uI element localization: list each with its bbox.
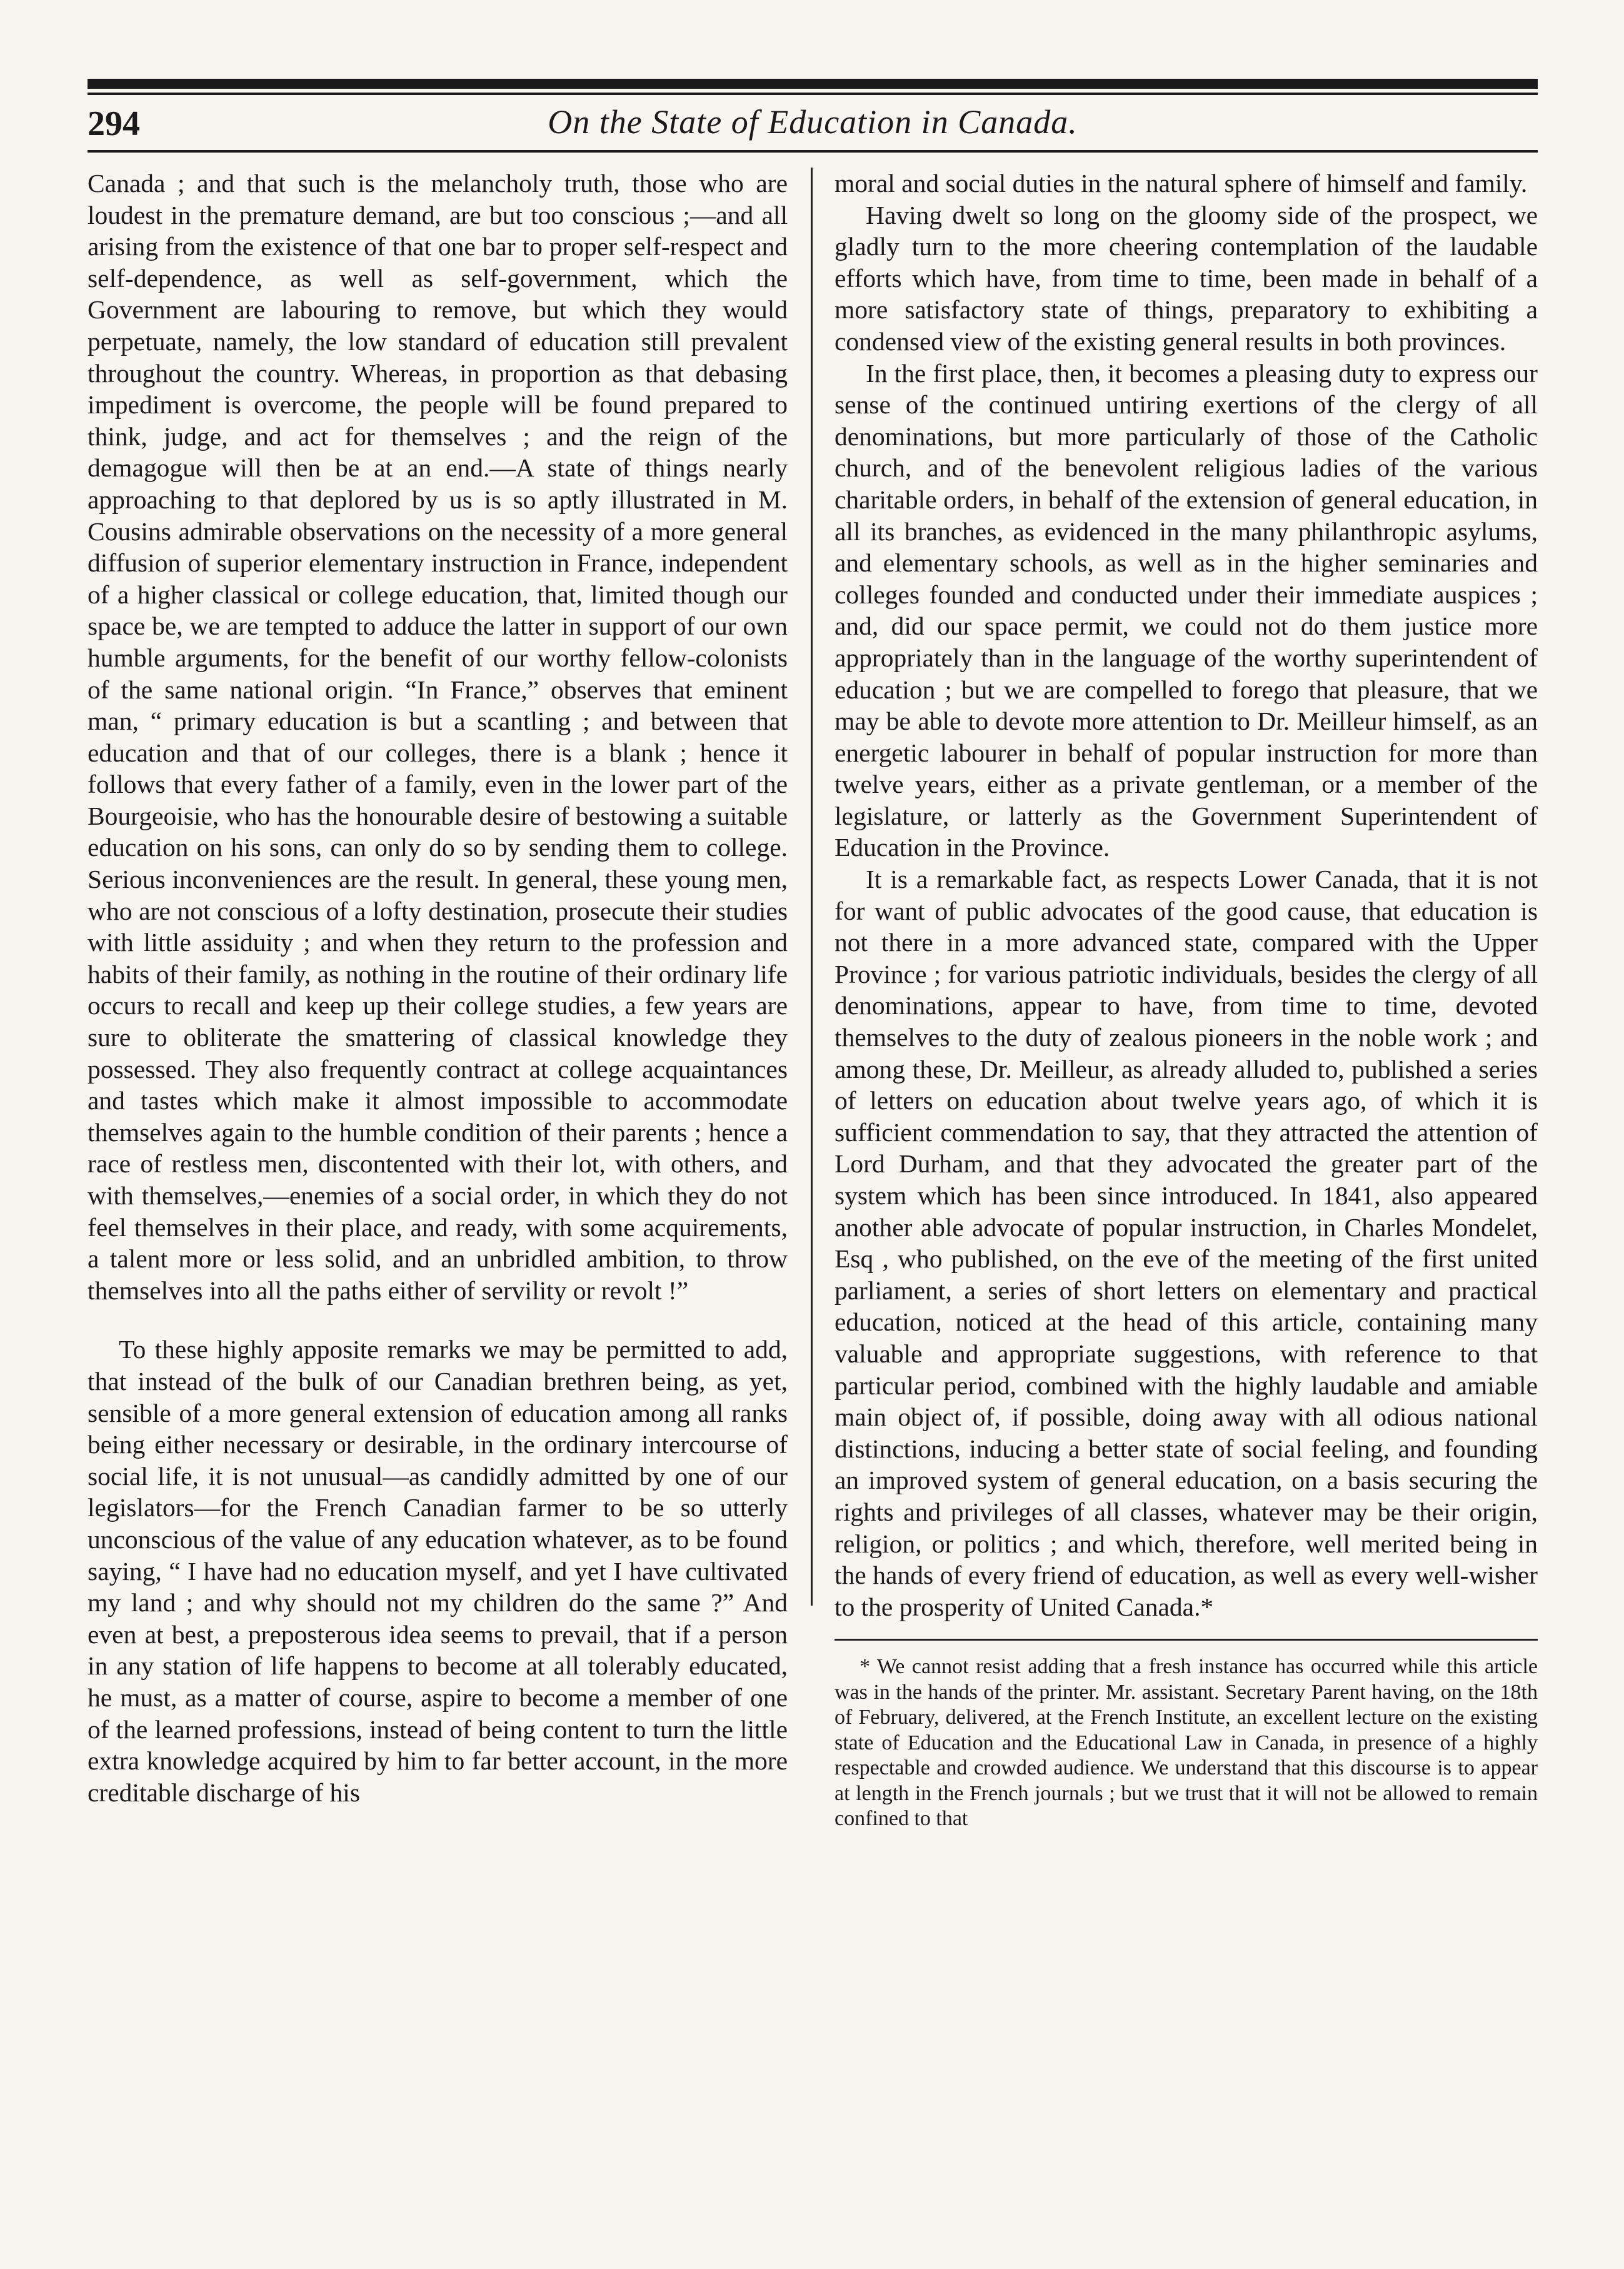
right-paragraph-4: It is a remarkable fact, as respects Lower Canada, that it is not for want of public advocates of the good cause, that education is not there in a more advanced state, compared with the Upper Province ; for various patriotic individuals, besides the clergy of all denominations, appear to have, from time to time, devoted themselves to the duty of zealous pioneers in the noble work ; and among these, Dr. Meilleur, as already alluded to, published a series of letters on education about twelve years ago, of which it is sufficient commendation to say, that they attracted the attention of Lord Durham, and that they advocated the greater part of the system which has been since introduced. In 1841, also appeared another able advocate of popular instruction, in Charles Mondelet, Esq , who published, on the eve of the meeting of the first united parliament, a series of short letters on elementary and practical education, noticed at the head of this article, containing many valuable and appropriate suggestions, with reference to that particular period, combined with the highly laudable and amiable main object of, if possible, doing away with all odious national distinctions, inducing a better state of social feeling, and founding an improved system of general education, on a basis securing the rights and privileges of all classes, whatever may be their origin, religion, or politics ; and which, therefore, well merited being in the hands of every friend of education, as well as every well-wisher to the prosperity of United Canada.* [835,865,1538,1621]
right-paragraph-2: Having dwelt so long on the gloomy side of the prospect, we gladly turn to the more cheering contemplation of the laudable efforts which have, from time to time, been made in behalf of a more satisfactory state of things, preparatory to exhibiting a condensed view of the existing general results in both provinces. [835,200,1538,356]
right-column [835,168,1538,2225]
running-title: On the State of Education in Canada. [548,103,1078,141]
page-number: 294 [88,104,140,143]
right-paragraph-1: moral and social duties in the natural sphere of himself and family. [835,169,1528,198]
top-thin-rule [88,93,1538,95]
left-column [88,168,788,2225]
column-divider [811,168,813,1606]
footnote-text: * We cannot resist adding that a fresh instance has occurred while this article was in the hands of the printer. Mr. assistant. Secretary Parent having, on the 18th of February, delivered, at the French Institute, an excellent lecture on the existing state of Education and the Educational Law in Canada, in presence of a highly respectable and crowded audience. We understand that this discourse is to appear at length in the French journals ; but we trust that it will not be allowed to remain confined to that [835,1655,1538,1831]
header-rule [88,150,1538,153]
top-rule [88,79,1538,89]
left-paragraph-1: Canada ; and that such is the melancholy truth, those who are loudest in the premature demand, are but too conscious ;—and all arising from the existence of that one bar to proper self-respect and self-dependence, as well as self-government, which the Government are labouring to remove, but which they would perpetuate, namely, the low standard of education still prevalent throughout the country. Whereas, in proportion as that debasing impediment is overcome, the people will be found prepared to think, judge, and act for themselves ; and the reign of the demagogue will then be at an end.—A state of things nearly approaching to that deplored by us is so aptly illustrated in M. Cousins admirable observations on the necessity of a more general diffusion of superior elementary instruction in France, independent of a higher classical or college education, that, limited though our space be, we are tempted to adduce the latter in support of our own humble arguments, for the benefit of our worthy fellow-colonists of the same national origin. “In France,” observes that eminent man, “ primary education is but a scantling ; and between that education and that of our colleges, there is a blank ; hence it follows that every father of a family, even in the lower part of the Bourgeoisie, who has the honourable desire of bestowing a suitable education on his sons, can only do so by sending them to college. Serious inconveniences are the result. In general, these young men, who are not conscious of a lofty destination, prosecute their studies with little assiduity ; and when they return to the profession and habits of their family, as nothing in the routine of their ordinary life occurs to recall and keep up their college studies, a few years are sure to obliterate the smattering of classical knowledge they possessed. They also frequently contract at college acquaintances and tastes which make it almost impossible to accommodate themselves again to the humble condition of their parents ; hence a race of restless men, discontented with their lot, with others, and with themselves,—enemies of a social order, in which they do not feel themselves in their place, and ready, with some acquirements, a talent more or less solid, and an unbridled ambition, to throw themselves into all the paths either of servility or revolt !” [88,169,788,1305]
left-paragraph-2: To these highly apposite remarks we may be permitted to add, that instead of the bulk of our Canadian brethren being, as yet, sensible of a more general extension of education among all ranks being either necessary or desirable, in the ordinary intercourse of social life, it is not unusual—as candidly admitted by one of our legislators—for the French Canadian farmer to be so utterly unconscious of the value of any education whatever, as to be found saying, “ I have had no education myself, and yet I have cultivated my land ; and why should not my children do the same ?” And even at best, a preposterous idea seems to prevail, that if a person in any station of life happens to become at all tolerably educated, he must, as a matter of course, aspire to become a member of one of the learned professions, instead of being content to turn the little extra knowledge acquired by him to far better account, in the more creditable discharge of his [88,1335,788,1807]
footnote [835,1654,1538,1832]
page-header [88,100,1538,144]
right-paragraph-3: In the first place, then, it becomes a pleasing duty to express our sense of the continued untiring exertions of the clergy of all denominations, but more particularly of those of the Catholic church, and of the benevolent religious ladies of the various charitable orders, in behalf of the extension of general education, in all its branches, as evidenced in the many philanthropic asylums, and elementary schools, as well as in the higher seminaries and colleges founded and conducted under their immediate auspices ; and, did our space permit, we could not do them justice more appropriately than in the language of the worthy superintendent of education ; but we are compelled to forego that pleasure, that we may be able to devote more attention to Dr. Meilleur himself, as an energetic labourer in behalf of popular instruction for more than twelve years, either as a private gentleman, or a member of the legislature, or latterly as the Government Superintendent of Education in the Province. [835,358,1538,862]
footnote-rule [835,1639,1538,1641]
